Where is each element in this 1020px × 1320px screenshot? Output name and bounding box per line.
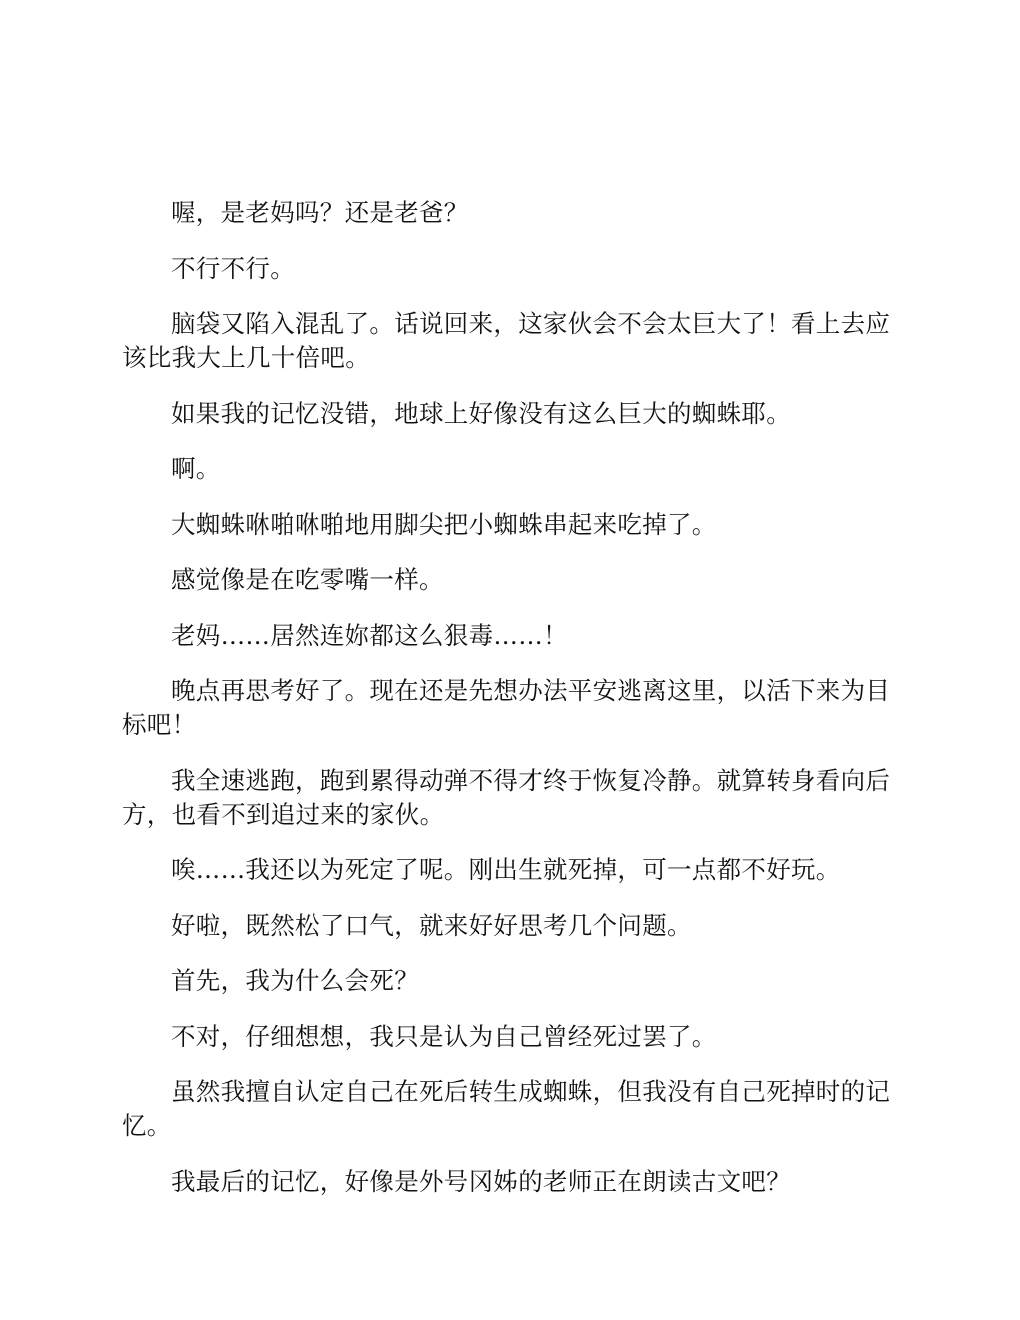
paragraph: 我最后的记忆，好像是外号冈姊的老师正在朗读古文吧？ [171, 1166, 791, 1196]
paragraph: 我全速逃跑，跑到累得动弹不得才终于恢复冷静。就算转身看向后方，也看不到追过来的家伙。 [122, 765, 891, 829]
document-body [122, 196, 902, 1220]
paragraph: 不对，仔细想想，我只是认为自己曾经死过罢了。 [171, 1021, 717, 1051]
paragraph: 老妈……居然连妳都这么狠毒……！ [171, 620, 568, 650]
paragraph: 感觉像是在吃零嘴一样。 [171, 565, 444, 594]
paragraph: 啊。 [171, 454, 221, 483]
paragraph: 大蜘蛛咻啪咻啪地用脚尖把小蜘蛛串起来吃掉了。 [171, 509, 717, 539]
paragraph: 晚点再思考好了。现在还是先想办法平安逃离这里，以活下来为目标吧！ [122, 676, 891, 739]
paragraph: 如果我的记忆没错，地球上好像没有这么巨大的蜘蛛耶。 [171, 398, 791, 428]
paragraph: 喔，是老妈吗？还是老爸？ [171, 198, 469, 227]
paragraph: 好啦，既然松了口气，就来好好思考几个问题。 [171, 910, 692, 940]
paragraph: 虽然我擅自认定自己在死后转生成蜘蛛，但我没有自己死掉时的记忆。 [122, 1077, 891, 1140]
paragraph: 唉……我还以为死定了呢。刚出生就死掉，可一点都不好玩。 [171, 855, 841, 884]
paragraph: 脑袋又陷入混乱了。话说回来，这家伙会不会太巨大了！看上去应该比我大上几十倍吧。 [122, 309, 891, 372]
paragraph: 不行不行。 [171, 253, 295, 283]
paragraph: 首先，我为什么会死？ [171, 966, 419, 995]
